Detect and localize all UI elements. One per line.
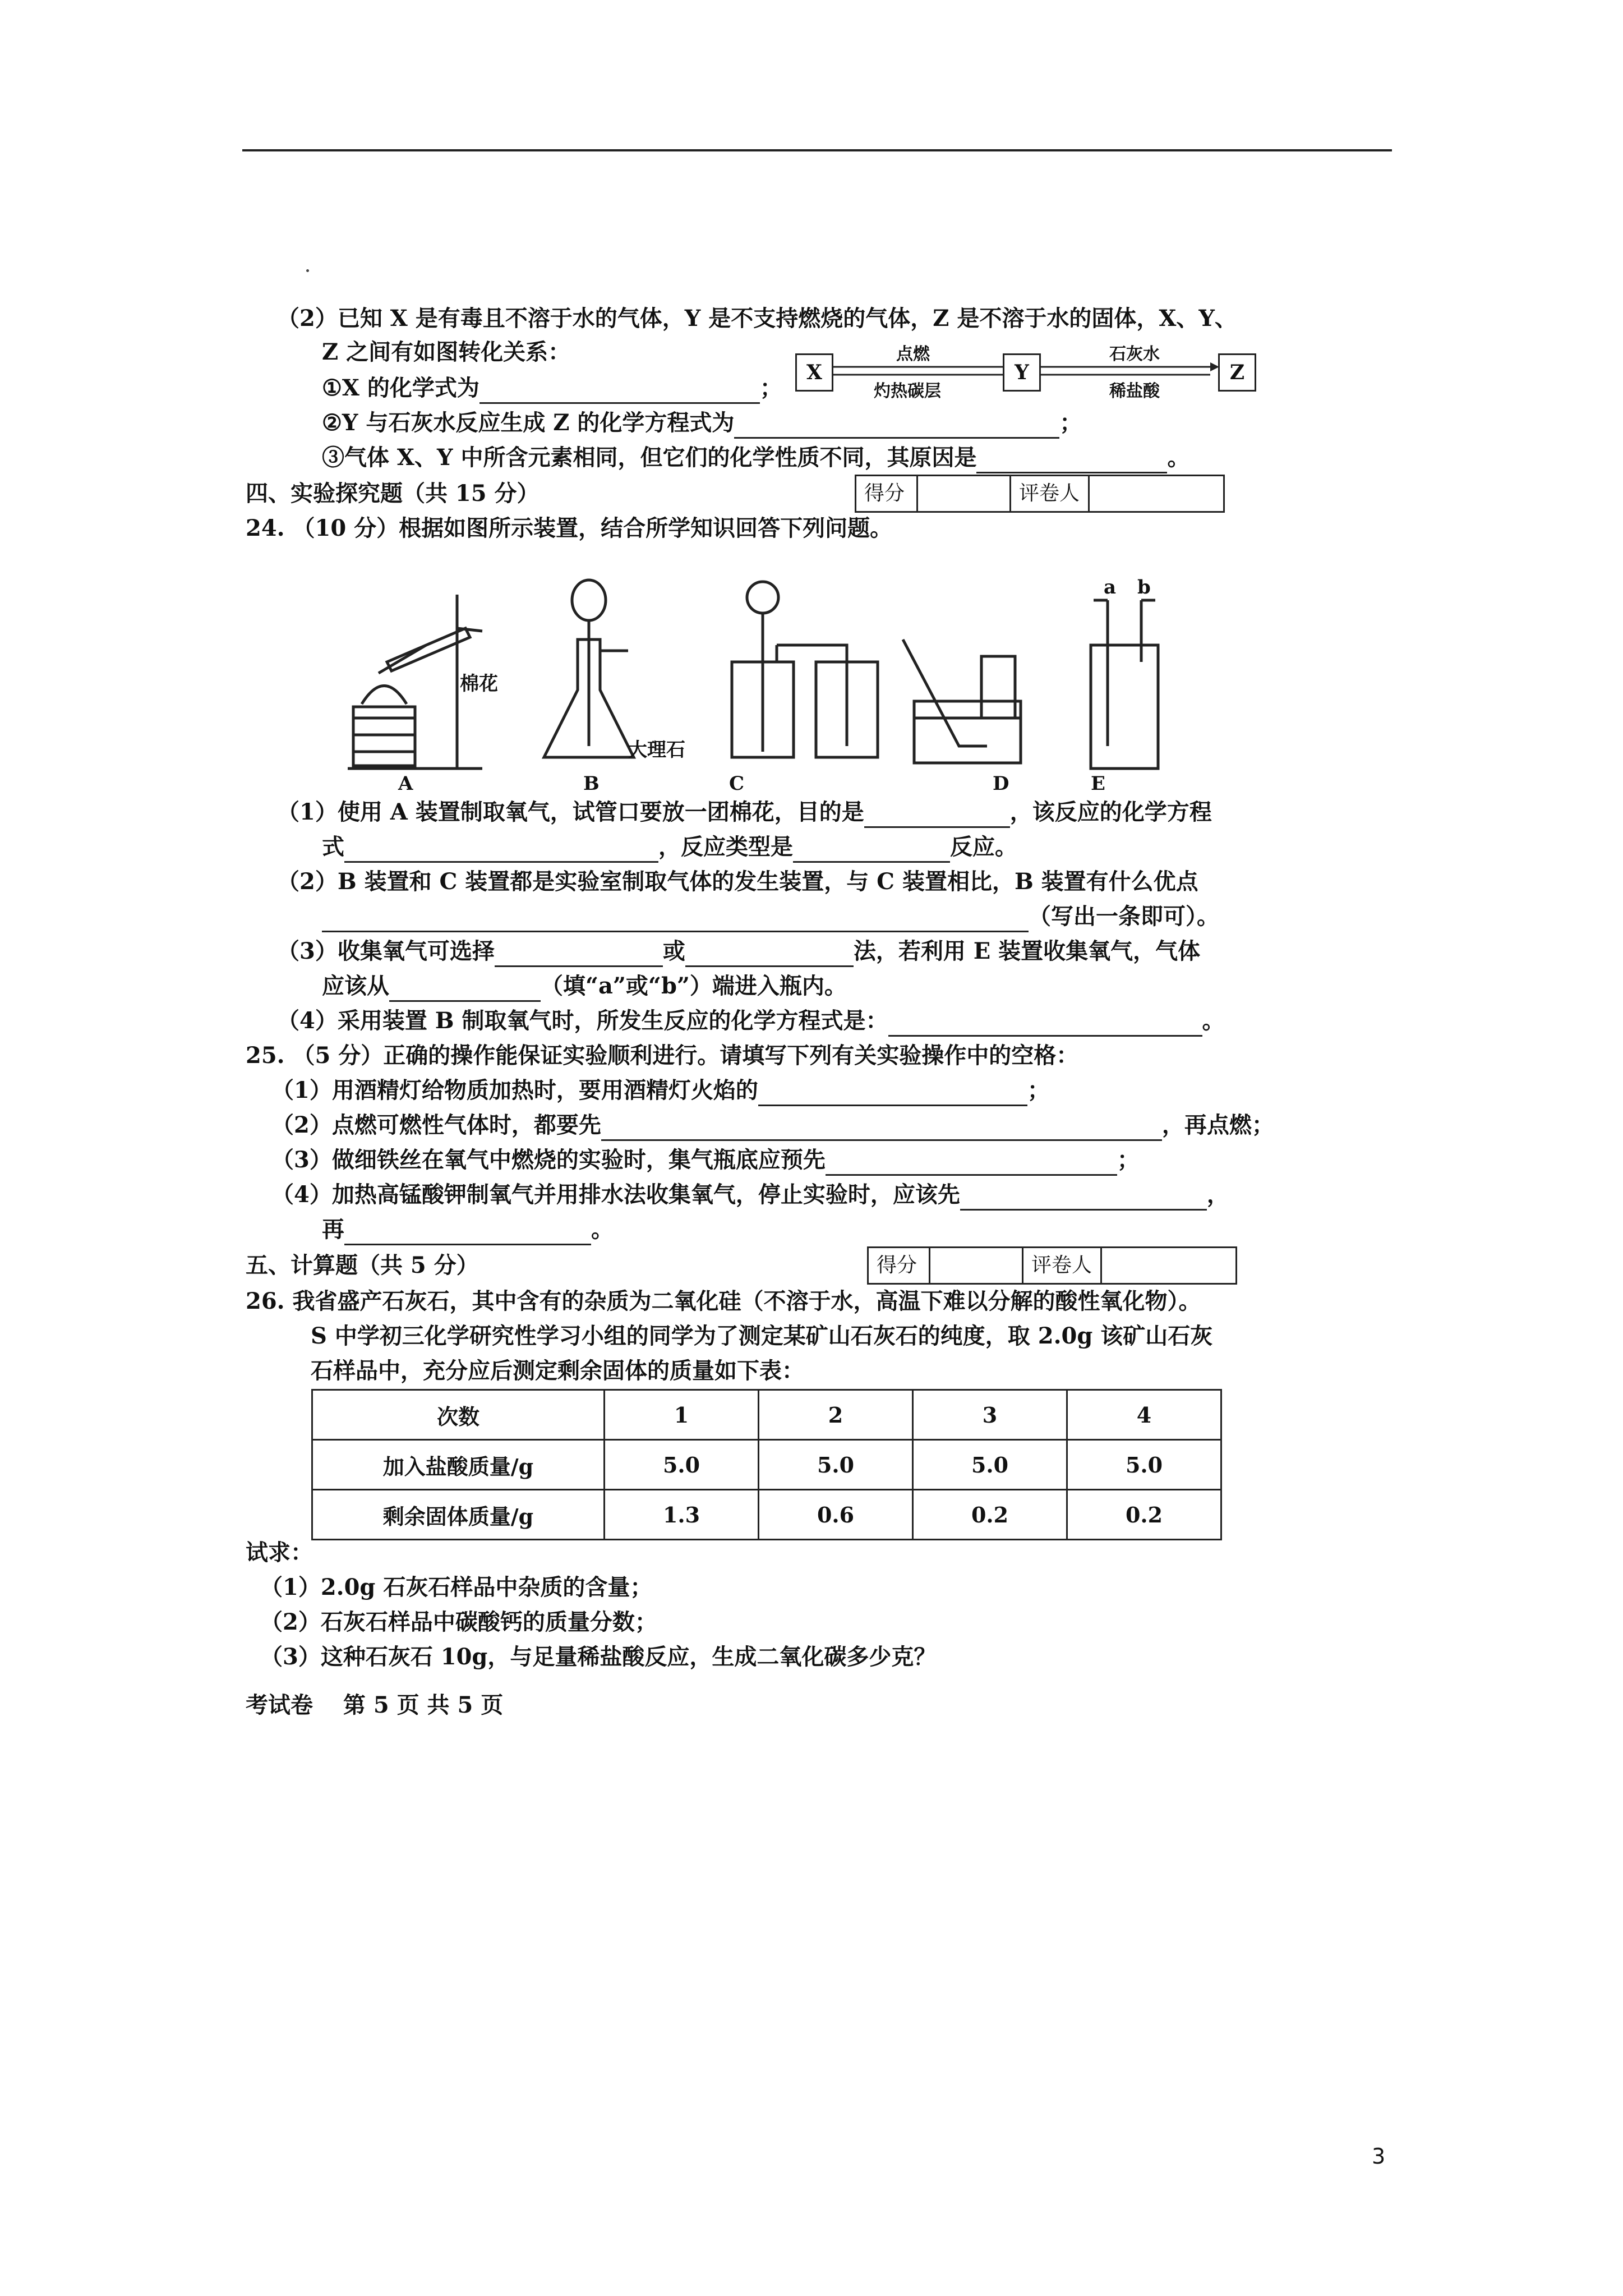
table-header-row xyxy=(312,1390,1221,1440)
table-header-cell: 2 xyxy=(759,1390,913,1440)
label-port-a: a xyxy=(1104,578,1117,599)
label-marble: 大理石 xyxy=(628,739,685,761)
q25-p4-line2: 再 。 xyxy=(322,1214,614,1245)
table-row xyxy=(312,1490,1221,1540)
header-rule xyxy=(242,149,1392,151)
table-header-cell: 4 xyxy=(1067,1390,1221,1440)
table-cell: 0.6 xyxy=(759,1490,913,1540)
section4-grader-cell[interactable] xyxy=(1090,476,1223,511)
table-cell: 5.0 xyxy=(759,1440,913,1490)
table-cell: 5.0 xyxy=(1067,1440,1221,1490)
table-header-cell: 1 xyxy=(605,1390,759,1440)
q23-2-line2: Z 之间有如图转化关系： xyxy=(322,339,571,365)
section5-grader-label: 评卷人 xyxy=(1023,1248,1102,1283)
q23-2-sub2: ②Y 与石灰水反应生成 Z 的化学方程式为 ； xyxy=(322,407,1082,439)
table-header-cell: 3 xyxy=(913,1390,1067,1440)
q25-p2: （2）点燃可燃性气体时，都要先 ，再点燃； xyxy=(271,1110,1274,1141)
q26-line2: S 中学初三化学研究性学习小组的同学为了测定某矿山石灰石的纯度，取 2.0g 该矿山石灰 xyxy=(311,1323,1213,1349)
table-header-cell: 次数 xyxy=(312,1390,605,1440)
table-cell: 0.2 xyxy=(1067,1490,1221,1540)
label-e-apparatus: E xyxy=(1091,772,1105,791)
scan-speck xyxy=(306,269,309,272)
flow-box-x: X xyxy=(795,353,833,392)
q26-line1: 26. 我省盛产石灰石，其中含有的杂质为二氧化硅（不溶于水，高温下难以分解的酸性氧化物）。 xyxy=(246,1288,1201,1314)
flow-label-hot-carbon: 灼热碳层 xyxy=(874,381,941,401)
section5-score-label: 得分 xyxy=(869,1248,930,1283)
q26-a1: （1）2.0g 石灰石样品中杂质的含量； xyxy=(260,1574,653,1600)
table-row xyxy=(312,1440,1221,1490)
apparatus-figure xyxy=(336,578,1178,791)
table-cell: 1.3 xyxy=(605,1490,759,1540)
flow-label-dilute-hcl: 稀盐酸 xyxy=(1109,381,1160,401)
section4-title: 四、实验探究题（共 15 分） xyxy=(246,480,540,507)
table-cell: 5.0 xyxy=(605,1440,759,1490)
table-cell: 0.2 xyxy=(913,1490,1067,1540)
q26-a2: （2）石灰石样品中碳酸钙的质量分数； xyxy=(260,1609,657,1635)
section5-grader-cell[interactable] xyxy=(1102,1248,1235,1283)
q24-stem: 24. （10 分）根据如图所示装置，结合所学知识回答下列问题。 xyxy=(246,515,893,541)
section4-grader-label: 评卷人 xyxy=(1011,476,1090,511)
label-c-apparatus: C xyxy=(729,772,745,791)
results-table xyxy=(311,1389,1222,1540)
flow-label-limewater: 石灰水 xyxy=(1109,344,1160,364)
flow-box-y: Y xyxy=(1003,353,1041,392)
q24-p2-line2: （写出一条即可）。 xyxy=(322,901,1219,932)
q23-2-sub3: ③气体 X、Y 中所含元素相同，但它们的化学性质不同，其原因是 。 xyxy=(322,442,1189,473)
table-cell: 5.0 xyxy=(913,1440,1067,1490)
q25-stem: 25. （5 分）正确的操作能保证实验顺利进行。请填写下列有关实验操作中的空格： xyxy=(246,1042,1079,1069)
q25-p4-line1: （4）加热高锰酸钾制氧气并用排水法收集氧气，停止实验时，应该先 ， xyxy=(271,1179,1229,1211)
q25-p1: （1）用酒精灯给物质加热时，要用酒精灯火焰的 ； xyxy=(271,1075,1050,1106)
page-number: 3 xyxy=(1372,2144,1386,2169)
section5-score-cell[interactable] xyxy=(930,1248,1023,1283)
section5-score-box xyxy=(867,1246,1237,1285)
conversion-diagram xyxy=(795,344,1255,401)
q26-line3: 石样品中，充分应后测定剩余固体的质量如下表： xyxy=(311,1358,804,1384)
q24-p2-line1: （2）B 装置和 C 装置都是实验室制取气体的发生装置，与 C 装置相比，B 装置有什么优点 xyxy=(277,868,1198,895)
footer-text: 考试卷 第 5 页 共 5 页 xyxy=(246,1692,504,1718)
section5-title: 五、计算题（共 5 分） xyxy=(246,1252,479,1278)
flow-label-ignite: 点燃 xyxy=(896,344,930,364)
label-a-apparatus: A xyxy=(398,772,413,791)
q24-p3-line1: （3）收集氧气可选择 或 法，若利用 E 装置收集氧气，气体 xyxy=(277,936,1200,967)
q26-ask: 试求： xyxy=(246,1539,313,1566)
label-port-b: b xyxy=(1137,578,1151,599)
q24-p4: （4）采用装置 B 制取氧气时，所发生反应的化学方程式是： 。 xyxy=(277,1005,1225,1037)
flow-box-z: Z xyxy=(1218,353,1256,392)
table-cell: 剩余固体质量/g xyxy=(312,1490,605,1540)
q24-p1-line1: （1）使用 A 装置制取氧气，试管口要放一团棉花，目的是 ，该反应的化学方程 xyxy=(277,797,1212,828)
label-b-apparatus: B xyxy=(583,772,600,791)
q26-a3: （3）这种石灰石 10g，与足量稀盐酸反应，生成二氧化碳多少克？ xyxy=(260,1644,937,1670)
q25-p3: （3）做细铁丝在氧气中燃烧的实验时，集气瓶底应预先 ； xyxy=(271,1144,1140,1176)
label-d-apparatus: D xyxy=(993,772,1009,791)
section4-score-cell[interactable] xyxy=(918,476,1011,511)
section4-score-label: 得分 xyxy=(856,476,918,511)
q24-p1-line2: 式 ，反应类型是 反应。 xyxy=(322,831,1017,863)
q23-2-sub1: ①X 的化学式为 ； xyxy=(322,372,782,404)
q23-2-line1: （2）已知 X 是有毒且不溶于水的气体，Y 是不支持燃烧的气体，Z 是不溶于水的固体，X、Y、 xyxy=(277,305,1237,332)
q24-p3-line2: 应该从 （填“a”或“b”）端进入瓶内。 xyxy=(322,970,847,1002)
section4-score-box xyxy=(855,475,1225,513)
table-cell: 加入盐酸质量/g xyxy=(312,1440,605,1490)
label-cotton: 棉花 xyxy=(460,673,498,695)
